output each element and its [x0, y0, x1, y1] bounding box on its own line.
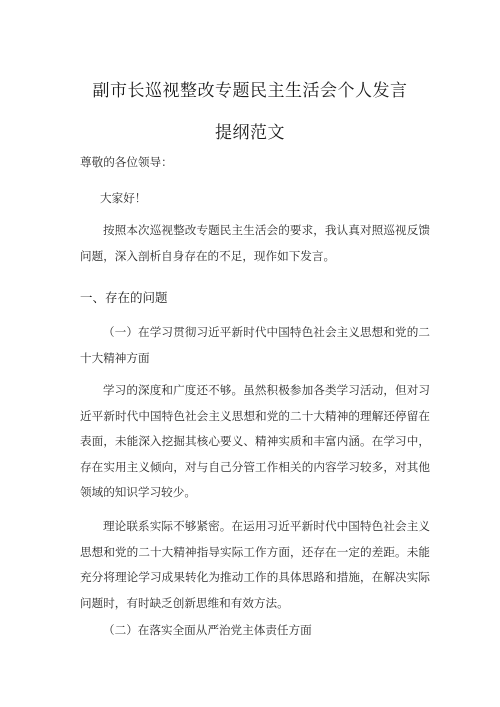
salutation: 尊敬的各位领导： [80, 155, 173, 169]
paragraph-2: 理论联系实际不够紧密。在运用习近平新时代中国特色社会主义思想和党的二十大精神指导实际工作方面，还存在一定的差距。未能充分将理论学习成果转化为推动工作的具体思路和措施，在解决实际问题时，有时缺乏创新思维和有效方法。 [80, 519, 430, 610]
sub2-heading: （二）在落实全面从严治党主体责任方面 [103, 623, 312, 637]
greeting: 大家好！ [100, 191, 147, 205]
intro-paragraph: 按照本次巡视整改专题民主生活会的要求，我认真对照巡视反馈问题，深入剖析自身存在的不足，现作如下发言。 [80, 223, 430, 263]
sub1-heading: （一）在学习贯彻习近平新时代中国特色社会主义思想和党的二十大精神方面 [80, 325, 430, 365]
document-title-line2: 提纲范文 [215, 123, 285, 143]
section1-heading: 一、存在的问题 [80, 290, 168, 305]
document-title-line1: 副市长巡视整改专题民主生活会个人发言 [92, 81, 408, 101]
paragraph-1: 学习的深度和广度还不够。虽然积极参加各类学习活动，但对习近平新时代中国特色社会主义思想和党的二十大精神的理解还停留在表面，未能深入挖掘其核心要义、精神实质和丰富内涵。在学习中，存在实用主义倾向，对与自己分管工作相关的内容学习较多，对其他领域的知识学习较少。 [80, 383, 430, 499]
